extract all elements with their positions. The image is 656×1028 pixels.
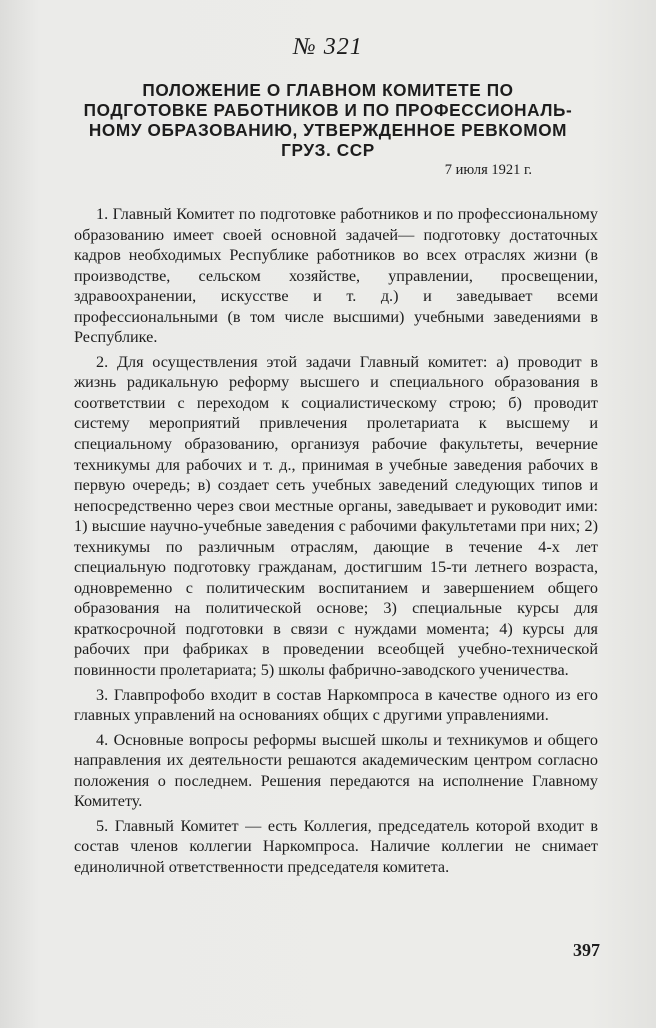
title-line: ПОЛОЖЕНИЕ О ГЛАВНОМ КОМИТЕТЕ ПО [142, 80, 514, 100]
document-body [74, 204, 598, 882]
paragraph-3: 3. Главпрофобо входит в состав Наркомпроса в качестве одного из его главных управлений на основаниях общих с другими управлениями. [74, 685, 598, 725]
paragraph-1: 1. Главный Комитет по подготовке работников и по профессиональному образованию имеет своей основной задачей— подготовку достаточных кадров необходимых Республике работников во всех отраслях жизни (в производстве, сельском хозяйстве, управлении, просвещении, здравоохранении, искусстве и т. д.) и заведывает всеми профессиональными (в том числе высшими) учебными заведениями в Республике. [74, 205, 598, 347]
paragraph-2: 2. Для осуществления этой задачи Главный комитет: а) проводит в жизнь радикальную реформу высшего и специального образования в соответствии с переходом к социалистическому строю; б) проводит систему мероприятий привлечения пролетариата к высшему и специальному образованию, организуя рабочие факультеты, вечерние техникумы для рабочих и т. д., принимая в учебные заведения рабочих в первую очередь; в) создает сеть учебных заведений следующих типов и непосредственно через свои местные органы, заведывает и руководит ими: 1) высшие научно-учебные заведения с рабочими факультетами при них; 2) техникумы по различным отраслям, дающие в течение 4-х лет специальную подготовку гражданам, достигшим 15-ти летнего возраста, одновременно с политическим воспитанием и завершением общего образования на политической основе; 3) специальные курсы для краткосрочной подготовки в связи с нуждами момента; 4) курсы для рабочих при фабриках в проведении всеобщей учебно-технической повинности пролетариата; 5) школы фабрично-заводского ученичества. [74, 352, 598, 680]
page-number: 397 [573, 940, 600, 960]
paragraph-5: 5. Главный Комитет — есть Коллегия, председатель которой входит в состав членов коллегии Наркомпроса. Наличие коллегии не снимает единоличной ответственности председателя комитета. [74, 816, 598, 876]
document-title [40, 80, 616, 160]
title-line: НОМУ ОБРАЗОВАНИЮ, УТВЕРЖДЕННОЕ РЕВКОМОМ [88, 120, 568, 140]
paragraph-4: 4. Основные вопросы реформы высшей школы и техникумов и общего направления их деятельности решаются академическим центром согласно положения о последнем. Решения передаются на исполнение Главному Комитету. [74, 730, 598, 811]
title-line: ГРУЗ. ССР [281, 140, 375, 160]
document-date: 7 июля 1921 г. [444, 162, 532, 178]
title-line: ПОДГОТОВКЕ РАБОТНИКОВ И ПО ПРОФЕССИОНАЛЬ- [83, 100, 573, 120]
document-number: № 321 [293, 34, 363, 60]
